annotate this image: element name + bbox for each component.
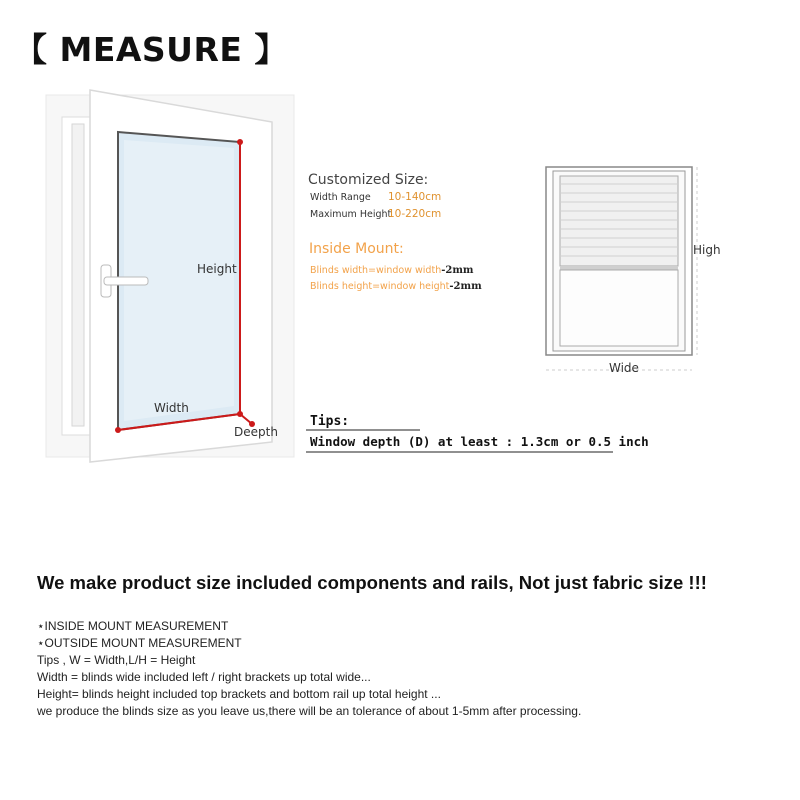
note-tips-abbrev: Tips , W = Width,L/H = Height bbox=[37, 653, 196, 667]
width-range-value: 10-140cm bbox=[388, 191, 442, 203]
blinds-width-rule bbox=[310, 265, 474, 276]
blind-diagram bbox=[546, 167, 697, 370]
page-title: 【 MEASURE 】 bbox=[14, 30, 288, 69]
blinds-width-text: Blinds width=window width bbox=[310, 265, 442, 276]
headline: We make product size included components and rails, Not just fabric size !!! bbox=[37, 572, 707, 593]
height-label: Height bbox=[197, 262, 237, 276]
blinds-height-suffix: -2mm bbox=[449, 281, 482, 292]
blinds-height-rule bbox=[310, 281, 482, 292]
note-tolerance: we produce the blinds size as you leave us,there will be an tolerance of about 1-5mm after processing. bbox=[37, 704, 582, 718]
high-label: High bbox=[693, 243, 721, 257]
width-range-label: Width Range bbox=[310, 192, 371, 203]
customized-size-title: Customized Size: bbox=[308, 172, 429, 188]
max-height-value: 10-220cm bbox=[388, 208, 442, 220]
note-inside-mount: ⋆INSIDE MOUNT MEASUREMENT bbox=[37, 619, 229, 633]
max-height-label: Maximum Height bbox=[310, 209, 392, 220]
tips-label: Tips: bbox=[310, 414, 350, 429]
note-width: Width = blinds wide included left / right brackets up total wide... bbox=[37, 670, 371, 684]
note-outside-mount: ⋆OUTSIDE MOUNT MEASUREMENT bbox=[37, 636, 242, 650]
width-label: Width bbox=[154, 401, 189, 415]
depth-label: Deepth bbox=[234, 425, 278, 439]
blinds-width-suffix: -2mm bbox=[441, 265, 474, 276]
tips-text: Window depth (D) at least : 1.3cm or 0.5 inch bbox=[310, 434, 649, 449]
blinds-height-text: Blinds height=window height bbox=[310, 281, 450, 292]
note-height: Height= blinds height included top brackets and bottom rail up total height ... bbox=[37, 687, 441, 701]
wide-label: Wide bbox=[609, 361, 639, 375]
inside-mount-title: Inside Mount: bbox=[309, 241, 404, 257]
